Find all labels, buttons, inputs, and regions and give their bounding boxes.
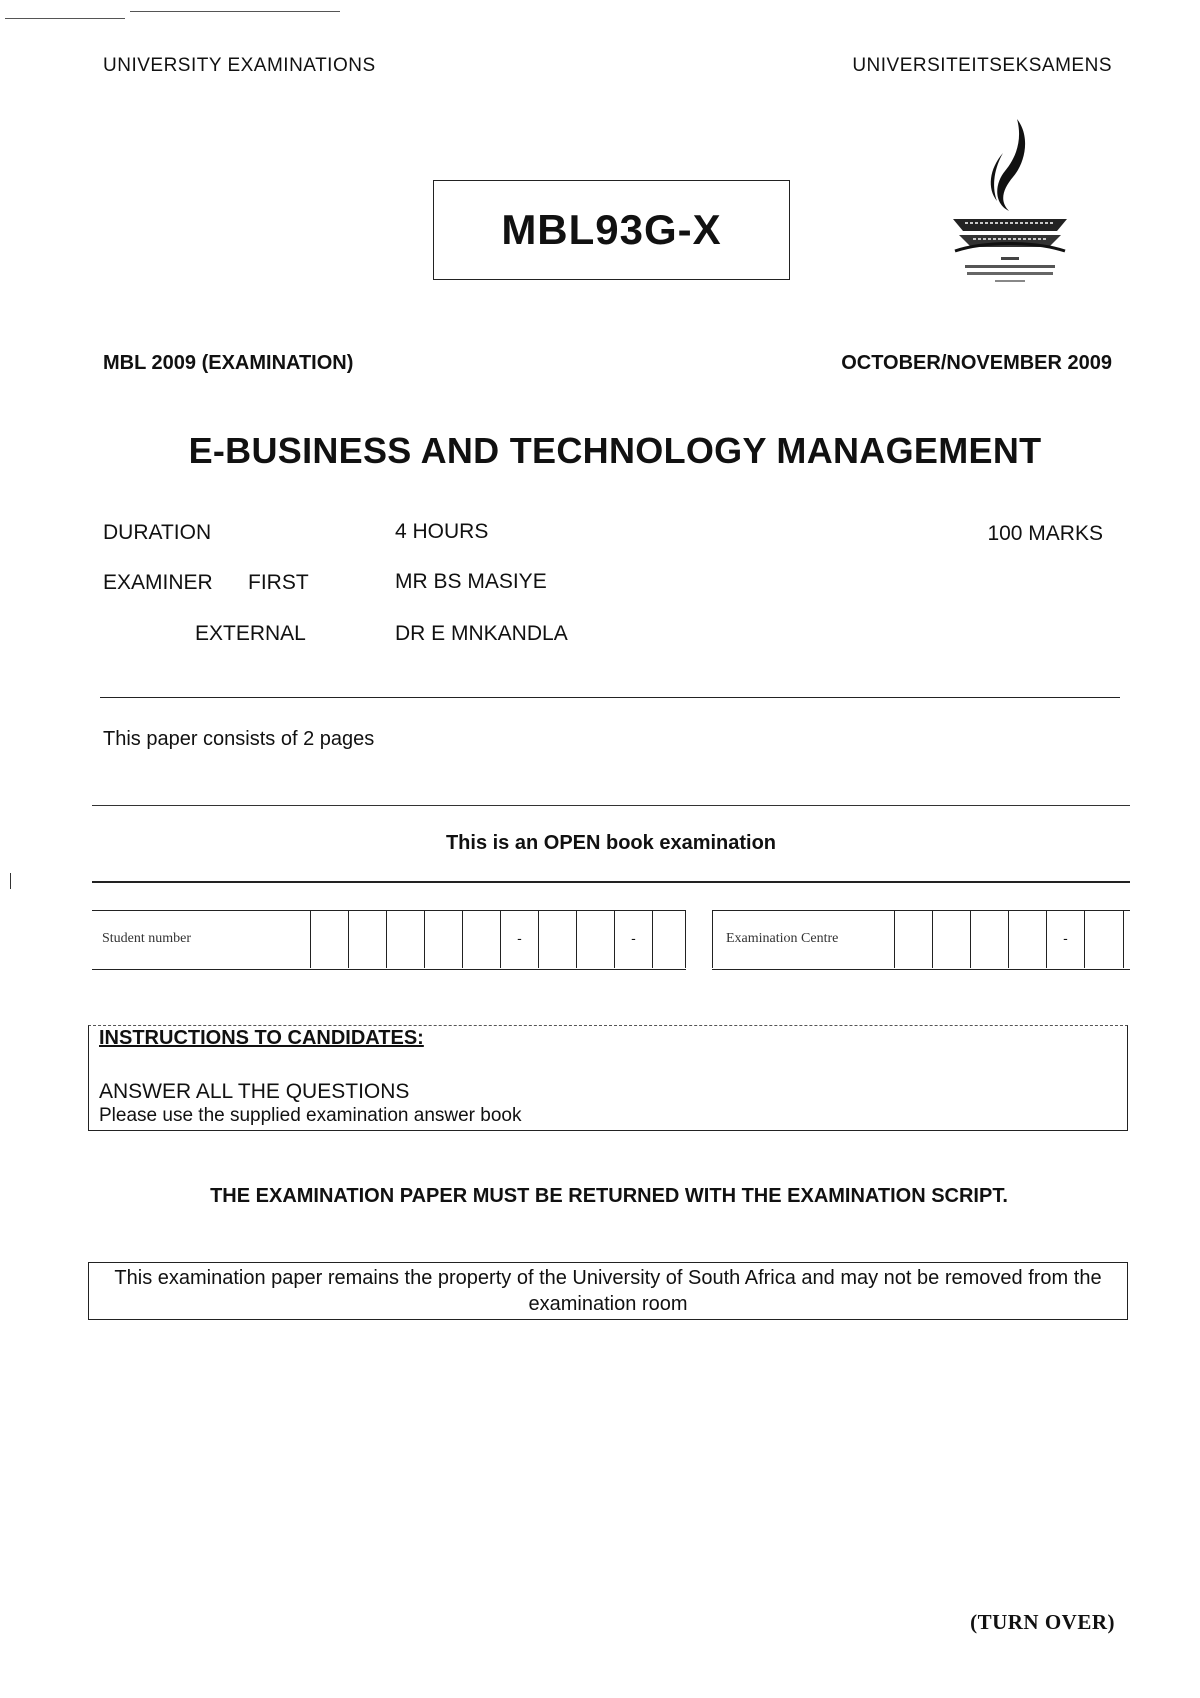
instructions-line-1: ANSWER ALL THE QUESTIONS <box>99 1080 410 1103</box>
exam-centre-cell[interactable] <box>894 911 932 968</box>
student-number-cell[interactable] <box>310 911 348 968</box>
instructions-heading: INSTRUCTIONS TO CANDIDATES: <box>99 1027 424 1049</box>
duration-value: 4 HOURS <box>395 520 489 543</box>
course-code: MBL93G-X <box>501 206 722 253</box>
scan-artifact <box>5 18 125 19</box>
exam-centre-grid <box>712 910 1130 970</box>
student-number-label: Student number <box>102 931 192 946</box>
grid-border <box>712 911 713 968</box>
sbl-logo-icon <box>945 115 1075 290</box>
exam-centre-cell[interactable] <box>1008 911 1046 968</box>
student-number-cell[interactable] <box>538 911 576 968</box>
instructions-line-2: Please use the supplied examination answer book <box>99 1105 522 1126</box>
student-number-cell[interactable] <box>576 911 614 968</box>
page-title: E-BUSINESS AND TECHNOLOGY MANAGEMENT <box>188 430 1042 471</box>
student-number-grid <box>92 910 686 970</box>
exam-centre-separator: - <box>1046 911 1084 968</box>
scan-artifact <box>130 11 340 12</box>
exam-centre-cell[interactable] <box>1084 911 1124 968</box>
property-notice: This examination paper remains the property of the University of South Africa and may not be removed from the examination room <box>114 1267 1102 1315</box>
header-right: UNIVERSITEITSEKSAMENS <box>852 55 1112 76</box>
external-examiner-label: EXTERNAL <box>195 622 306 645</box>
instructions-box <box>88 1025 1128 1131</box>
first-examiner-label: FIRST <box>248 571 309 594</box>
exam-line-right: OCTOBER/NOVEMBER 2009 <box>841 352 1112 374</box>
duration-label: DURATION <box>103 521 212 544</box>
exam-centre-cell[interactable] <box>932 911 970 968</box>
student-number-cell[interactable] <box>424 911 462 968</box>
exam-centre-cell[interactable] <box>970 911 1008 968</box>
student-number-cell[interactable] <box>652 911 686 968</box>
student-number-cell[interactable] <box>386 911 424 968</box>
open-book-box <box>92 805 1130 883</box>
course-code-box <box>433 180 790 280</box>
student-number-separator: - <box>500 911 538 968</box>
open-book-notice: This is an OPEN book examination <box>445 832 777 854</box>
exam-line-left: MBL 2009 (EXAMINATION) <box>103 352 354 374</box>
property-notice-box <box>88 1262 1128 1320</box>
examiner-label: EXAMINER <box>103 571 213 594</box>
scan-artifact <box>10 873 11 889</box>
turn-over: (TURN OVER) <box>970 1610 1115 1634</box>
divider <box>100 697 1120 698</box>
student-number-separator: - <box>614 911 652 968</box>
external-examiner-name: DR E MNKANDLA <box>395 622 568 645</box>
header-left: UNIVERSITY EXAMINATIONS <box>103 55 376 76</box>
pages-note: This paper consists of 2 pages <box>103 728 375 750</box>
student-number-cell[interactable] <box>348 911 386 968</box>
return-notice: THE EXAMINATION PAPER MUST BE RETURNED WITH THE EXAMINATION SCRIPT. <box>210 1185 1008 1207</box>
exam-centre-label: Examination Centre <box>726 931 839 946</box>
marks: 100 MARKS <box>987 522 1103 545</box>
first-examiner-name: MR BS MASIYE <box>395 570 547 593</box>
student-number-cell[interactable] <box>462 911 500 968</box>
